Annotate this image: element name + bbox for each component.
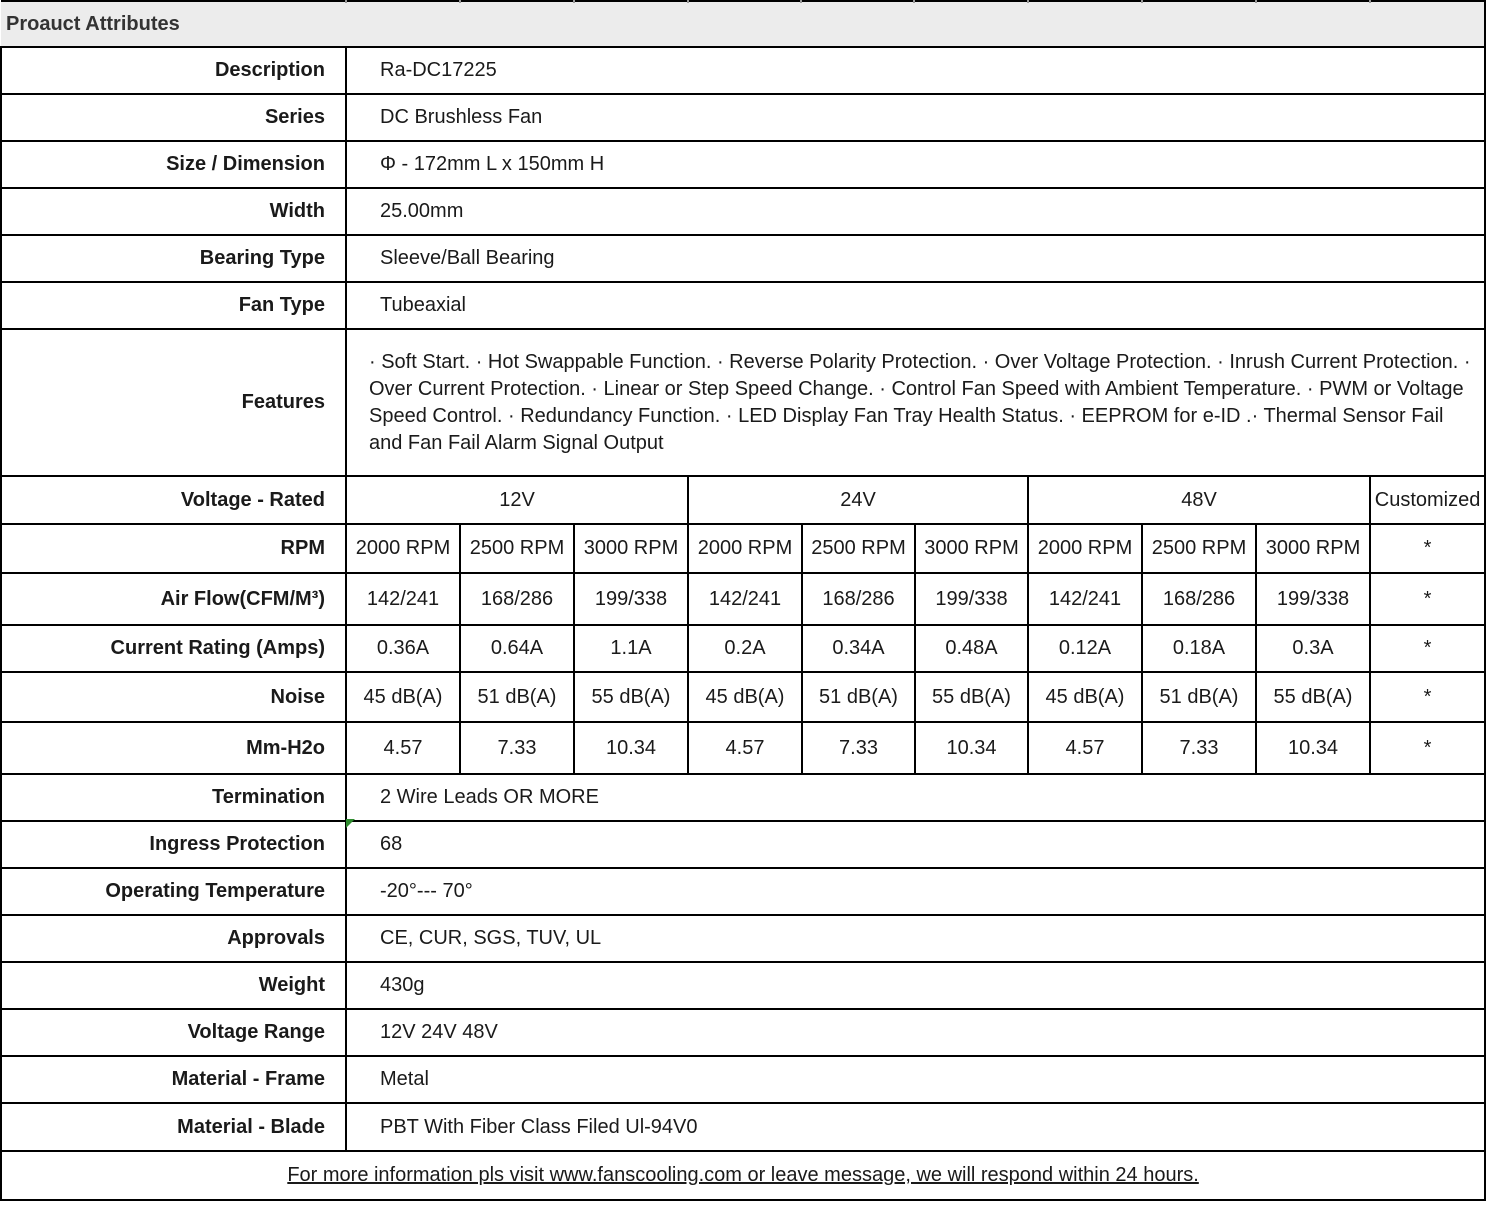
- attr-label-weight: Weight: [1, 962, 346, 1009]
- spec-cell: *: [1370, 573, 1485, 625]
- attr-label-air-flow-cfm-m: Air Flow(CFM/M³): [1, 573, 346, 625]
- table-row: [1, 915, 1485, 962]
- spec-cell: *: [1370, 625, 1485, 672]
- spec-cell: 2500 RPM: [802, 524, 915, 573]
- attr-label-features: Features: [1, 329, 346, 476]
- column-tick: [1027, 0, 1029, 3]
- attr-value-features: · Soft Start. · Hot Swappable Function. · Reverse Polarity Protection. · Over Voltage Protection. · Inrush Current Protection. · Over Current Protection. · Linear or Step Speed Change. · Control Fan Speed with Ambient Temperature. · PWM or Voltage Speed Control. · Redundancy Function. · LED Display Fan Tray Health Status. · EEPROM for e-ID .· Thermal Sensor Fail and Fan Fail Alarm Signal Output: [346, 329, 1485, 476]
- voltage-12v-header: 12V: [346, 476, 688, 524]
- column-tick: [1369, 0, 1371, 3]
- attr-label-operating-temperature: Operating Temperature: [1, 868, 346, 915]
- table-row: [1, 1009, 1485, 1056]
- attr-label-termination: Termination: [1, 774, 346, 821]
- voltage-24v-header: 24V: [688, 476, 1028, 524]
- spec-cell: 2000 RPM: [346, 524, 460, 573]
- table-row: [1, 476, 1485, 524]
- attr-label-current-rating-amps: Current Rating (Amps): [1, 625, 346, 672]
- attr-label-material-blade: Material - Blade: [1, 1103, 346, 1151]
- spec-cell: 0.12A: [1028, 625, 1142, 672]
- spec-cell: 51 dB(A): [802, 672, 915, 722]
- attr-value-weight: 430g: [346, 962, 1485, 1009]
- table-title: Proauct Attributes: [1, 1, 1485, 47]
- column-tick: [800, 0, 802, 3]
- spec-cell: 3000 RPM: [1256, 524, 1370, 573]
- table-row: [1, 774, 1485, 821]
- attr-value-series: DC Brushless Fan: [346, 94, 1485, 141]
- spec-cell: 55 dB(A): [1256, 672, 1370, 722]
- spec-cell: 4.57: [1028, 722, 1142, 774]
- spec-cell: 0.48A: [915, 625, 1028, 672]
- table-row: [1, 235, 1485, 282]
- attr-value-voltage-range: 12V 24V 48V: [346, 1009, 1485, 1056]
- spec-cell: 7.33: [1142, 722, 1256, 774]
- column-tick: [687, 0, 689, 3]
- attr-value-termination: 2 Wire Leads OR MORE: [346, 774, 1485, 821]
- spec-cell: 7.33: [460, 722, 574, 774]
- spec-cell: 45 dB(A): [688, 672, 802, 722]
- spec-cell: 0.18A: [1142, 625, 1256, 672]
- column-tick: [1141, 0, 1143, 3]
- cell-comment-marker: [346, 819, 355, 828]
- attr-value-material-blade: PBT With Fiber Class Filed Ul-94V0: [346, 1103, 1485, 1151]
- spec-cell: 168/286: [1142, 573, 1256, 625]
- spec-cell: 2000 RPM: [688, 524, 802, 573]
- spec-cell: 51 dB(A): [460, 672, 574, 722]
- table-row: [1, 962, 1485, 1009]
- spec-cell: 199/338: [1256, 573, 1370, 625]
- spec-cell: 4.57: [688, 722, 802, 774]
- spec-cell: 55 dB(A): [574, 672, 688, 722]
- attr-label-description: Description: [1, 47, 346, 94]
- spec-cell: *: [1370, 672, 1485, 722]
- column-tick: [459, 0, 461, 3]
- spec-cell: 1.1A: [574, 625, 688, 672]
- spec-cell: 3000 RPM: [915, 524, 1028, 573]
- attr-label-material-frame: Material - Frame: [1, 1056, 346, 1103]
- footer-info-link[interactable]: For more information pls visit www.fanscooling.com or leave message, we will respond within 24 hours.: [1, 1151, 1485, 1200]
- spec-cell: 2000 RPM: [1028, 524, 1142, 573]
- spec-cell: 7.33: [802, 722, 915, 774]
- spec-cell: *: [1370, 722, 1485, 774]
- column-tick: [573, 0, 575, 3]
- attr-label-series: Series: [1, 94, 346, 141]
- spec-cell: 199/338: [915, 573, 1028, 625]
- spec-cell: 10.34: [915, 722, 1028, 774]
- spec-cell: 10.34: [574, 722, 688, 774]
- table-row: [1, 524, 1485, 573]
- spec-cell: 2500 RPM: [1142, 524, 1256, 573]
- column-tick: [345, 0, 347, 3]
- attr-label-noise: Noise: [1, 672, 346, 722]
- spec-cell: 0.3A: [1256, 625, 1370, 672]
- table-row: [1, 141, 1485, 188]
- spec-cell: 168/286: [460, 573, 574, 625]
- spec-cell: 142/241: [688, 573, 802, 625]
- attr-label-voltage-range: Voltage Range: [1, 1009, 346, 1056]
- attr-label-bearing-type: Bearing Type: [1, 235, 346, 282]
- table-row: [1, 94, 1485, 141]
- attr-label-width: Width: [1, 188, 346, 235]
- spec-cell: 10.34: [1256, 722, 1370, 774]
- table-row: [1, 282, 1485, 329]
- spec-cell: 4.57: [346, 722, 460, 774]
- spec-cell: 45 dB(A): [346, 672, 460, 722]
- spec-cell: 199/338: [574, 573, 688, 625]
- table-row: [1, 329, 1485, 476]
- table-row: [1, 868, 1485, 915]
- attr-value-description: Ra-DC17225: [346, 47, 1485, 94]
- spec-cell: *: [1370, 524, 1485, 573]
- spec-cell: 142/241: [346, 573, 460, 625]
- attr-value-material-frame: Metal: [346, 1056, 1485, 1103]
- attr-label-fan-type: Fan Type: [1, 282, 346, 329]
- attr-label-rpm: RPM: [1, 524, 346, 573]
- attr-label-voltage-rated: Voltage - Rated: [1, 476, 346, 524]
- table-row: [1, 188, 1485, 235]
- table-row: [1, 1103, 1485, 1151]
- attr-value-ingress-protection: 68: [346, 821, 1485, 868]
- spec-cell: 45 dB(A): [1028, 672, 1142, 722]
- table-row: [1, 722, 1485, 774]
- attr-label-approvals: Approvals: [1, 915, 346, 962]
- attr-label-size-dimension: Size / Dimension: [1, 141, 346, 188]
- column-tick: [1255, 0, 1257, 3]
- table-row: [1, 672, 1485, 722]
- spec-cell: 2500 RPM: [460, 524, 574, 573]
- spec-cell: 0.64A: [460, 625, 574, 672]
- spec-cell: 3000 RPM: [574, 524, 688, 573]
- spec-cell: 0.36A: [346, 625, 460, 672]
- spec-cell: 0.2A: [688, 625, 802, 672]
- table-row: [1, 1056, 1485, 1103]
- spec-cell: 0.34A: [802, 625, 915, 672]
- table-row: [1, 573, 1485, 625]
- attr-value-operating-temperature: -20°--- 70°: [346, 868, 1485, 915]
- table-row: [1, 625, 1485, 672]
- spec-cell: 168/286: [802, 573, 915, 625]
- voltage-48v-header: 48V: [1028, 476, 1370, 524]
- table-row: [1, 47, 1485, 94]
- spec-cell: 55 dB(A): [915, 672, 1028, 722]
- attr-value-width: 25.00mm: [346, 188, 1485, 235]
- attr-value-bearing-type: Sleeve/Ball Bearing: [346, 235, 1485, 282]
- spec-cell: 142/241: [1028, 573, 1142, 625]
- attr-value-size-dimension: Φ - 172mm L x 150mm H: [346, 141, 1485, 188]
- attr-label-ingress-protection: Ingress Protection: [1, 821, 346, 868]
- attr-value-fan-type: Tubeaxial: [346, 282, 1485, 329]
- column-tick: [913, 0, 915, 3]
- customized-header: Customized: [1370, 476, 1485, 524]
- table-row: [1, 821, 1485, 868]
- attr-label-mm-h2o: Mm-H2o: [1, 722, 346, 774]
- spec-cell: 51 dB(A): [1142, 672, 1256, 722]
- attr-value-approvals: CE, CUR, SGS, TUV, UL: [346, 915, 1485, 962]
- table-row: [1, 1151, 1485, 1200]
